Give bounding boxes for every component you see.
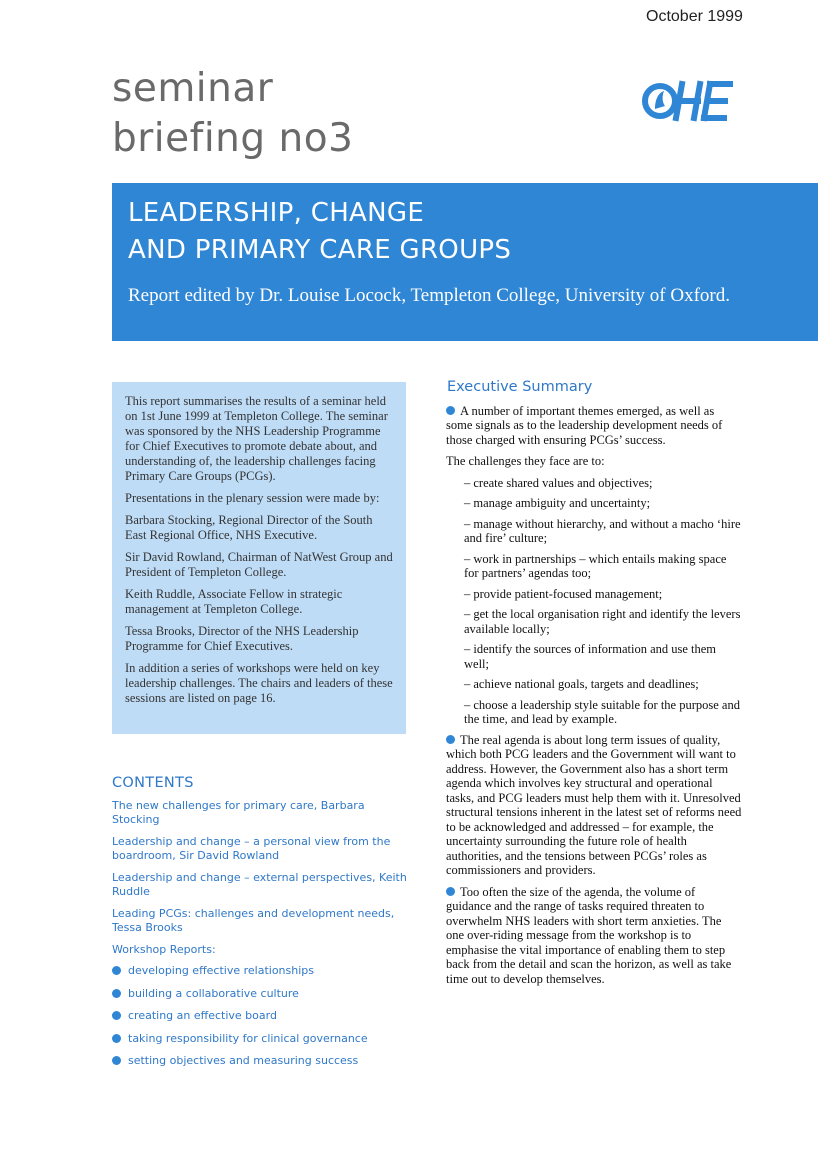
workshop-item[interactable] [112, 1009, 412, 1022]
workshop-item-label: setting objectives and measuring success [128, 1054, 359, 1067]
workshop-item[interactable] [112, 964, 412, 977]
challenge-item: – manage ambiguity and uncertainty; [464, 496, 651, 510]
summary-paragraph-text: A number of important themes emerged, as well as some signals as to the leadership development needs of those charged with ensuring PCGs’ success. [446, 403, 723, 447]
contents-entry[interactable]: Leadership and change – a personal view from the boardroom, Sir David Rowland [112, 835, 391, 862]
intro-paragraph: Barbara Stocking, Regional Director of the South East Regional Office, NHS Executive. [125, 513, 373, 542]
challenges-intro: The challenges they face are to: [446, 454, 605, 468]
series-title-line1: seminar [112, 66, 274, 111]
ohe-logo [638, 76, 738, 126]
workshop-list [112, 964, 412, 1067]
report-title [128, 195, 511, 269]
contents-entry[interactable]: Leadership and change – external perspectives, Keith Ruddle [112, 871, 407, 898]
bullet-icon [112, 966, 121, 975]
challenge-item: – choose a leadership style suitable for the purpose and the time, and lead by example. [464, 697, 740, 726]
title-banner [112, 183, 818, 341]
challenge-item: – manage without hierarchy, and without a macho ‘hire and fire’ culture; [464, 516, 741, 545]
bullet-icon [112, 1034, 121, 1043]
summary-paragraph-text: The real agenda is about long term issues of quality, which both PCG leaders and the Government will want to address. However, the Government also has a short term agenda which involves key structural and operational tasks, and PCG leaders must help them with it. Unresolved structural tensions inherent in the latest set of reforms need to be acknowledged and addressed – for example, the uncertainty surrounding the future role of health authorities, and the tensions between PCGs’ roles as commissioners and providers. [446, 732, 742, 877]
intro-box [112, 382, 406, 734]
intro-paragraph: In addition a series of workshops were held on key leadership challenges. The chairs and leaders of these sessions are listed on page 16. [125, 661, 393, 705]
report-title-line2: AND PRIMARY CARE GROUPS [128, 235, 512, 265]
intro-paragraph: Sir David Rowland, Chairman of NatWest Group and President of Templeton College. [125, 550, 393, 579]
workshop-item-label: developing effective relationships [128, 964, 314, 977]
intro-paragraph: Keith Ruddle, Associate Fellow in strategic management at Templeton College. [125, 587, 343, 616]
workshop-item[interactable] [112, 1054, 412, 1067]
summary-paragraph-text: Too often the size of the agenda, the volume of guidance and the range of tasks required threaten to overwhelm NHS leaders with short term anxieties. The one over-riding message from the workshop is to emphasise the vital importance of enabling them to step back from the detail and scan the horizon, as well as take time out to develop themselves. [446, 884, 732, 986]
series-title [112, 64, 353, 164]
contents-entry[interactable]: Leading PCGs: challenges and development needs, Tessa Brooks [112, 907, 395, 934]
intro-paragraph: This report summarises the results of a seminar held on 1st June 1999 at Templeton College. The seminar was sponsored by the NHS Leadership Programme for Chief Executives to promote debate about, and understanding of, the leadership challenges facing Primary Care Groups (PCGs). [125, 394, 388, 483]
contents-entry[interactable]: The new challenges for primary care, Barbara Stocking [112, 799, 365, 826]
contents-section [112, 775, 412, 1077]
bullet-icon [112, 1011, 121, 1020]
workshop-item-label: building a collaborative culture [128, 986, 299, 1000]
workshop-item-label: creating an effective board [128, 1009, 277, 1022]
challenge-item: – get the local organisation right and identify the levers available locally; [464, 607, 741, 636]
intro-paragraph: Presentations in the plenary session were made by: [125, 491, 380, 505]
intro-paragraph: Tessa Brooks, Director of the NHS Leadership Programme for Chief Executives. [125, 624, 359, 653]
publication-date: October 1999 [646, 8, 743, 25]
challenge-item: – achieve national goals, targets and deadlines; [464, 677, 699, 691]
bullet-icon [446, 887, 455, 896]
bullet-icon [112, 989, 121, 998]
challenge-item: – identify the sources of information and use them well; [464, 642, 717, 671]
workshop-item-label: taking responsibility for clinical governance [128, 1031, 368, 1045]
summary-heading: Executive Summary [447, 379, 593, 395]
summary-paragraph [446, 733, 742, 878]
challenge-item: – create shared values and objectives; [464, 475, 653, 490]
workshop-item[interactable] [112, 1032, 412, 1045]
challenge-item: – work in partnerships – which entails making space for partners’ agendas too; [464, 551, 727, 580]
summary-paragraph [446, 404, 742, 448]
executive-summary [446, 380, 742, 993]
bullet-icon [446, 735, 455, 744]
report-title-line1: LEADERSHIP, CHANGE [128, 198, 425, 228]
workshop-reports-heading: Workshop Reports: [112, 943, 216, 956]
bullet-icon [112, 1056, 121, 1065]
report-editor-line: Report edited by Dr. Louise Locock, Templeton College, University of Oxford. [128, 285, 730, 306]
summary-paragraph [446, 885, 742, 987]
series-title-line2: briefing no3 [112, 116, 354, 161]
challenge-item: – provide patient-focused management; [464, 586, 663, 601]
bullet-icon [446, 406, 455, 415]
contents-heading: CONTENTS [112, 775, 194, 791]
workshop-item[interactable] [112, 987, 412, 1000]
